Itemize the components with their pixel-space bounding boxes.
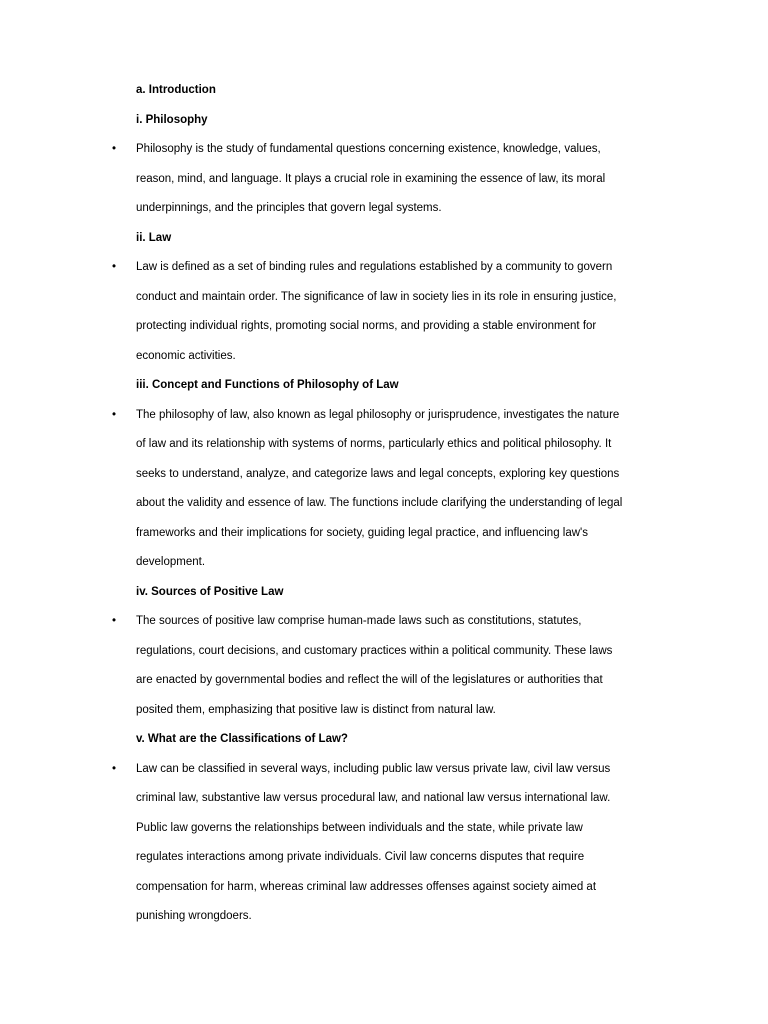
bullet-paragraph-positive-law [112,607,684,725]
text-line: protecting individual rights, promoting social norms, and providing a stable environment for [136,320,597,332]
section-heading-philosophy: i. Philosophy [136,113,208,126]
document-body [112,76,684,932]
bullet-paragraph-philosophy-of-law [112,401,684,578]
paragraph-philosophy-of-law [136,401,684,578]
bullet-paragraph-classifications [112,755,684,932]
text-line: Philosophy is the study of fundamental questions concerning existence, knowledge, values, [136,143,601,155]
text-line: seeks to understand, analyze, and categorize laws and legal concepts, exploring key questions [136,467,620,480]
text-line: are enacted by governmental bodies and reflect the will of the legislatures or authorities that [136,674,603,686]
bullet-paragraph-philosophy [112,135,684,224]
bullet-icon: • [112,762,117,775]
text-line: economic activities. [136,349,236,362]
paragraph-law [136,253,684,371]
text-line: conduct and maintain order. The significance of law in society lies in its role in ensuring justice, [136,290,617,303]
text-line: posited them, emphasizing that positive law is distinct from natural law. [136,703,496,716]
section-heading-classifications: v. What are the Classifications of Law? [136,733,348,745]
text-line: development. [136,556,206,568]
text-line: The sources of positive law comprise human-made laws such as constitutions, statutes, [136,615,582,627]
bullet-icon: • [112,261,117,273]
text-line: compensation for harm, whereas criminal law addresses offenses against society aimed at [136,880,597,893]
text-line: Public law governs the relationships between individuals and the state, while private law [136,821,583,834]
paragraph-positive-law [136,607,684,725]
paragraph-classifications [136,755,684,932]
section-heading-positive-law: iv. Sources of Positive Law [136,585,284,598]
text-line: reason, mind, and language. It plays a crucial role in examining the essence of law, its moral [136,172,606,185]
text-line: punishing wrongdoers. [136,910,252,922]
bullet-icon: • [112,408,117,421]
text-line: underpinnings, and the principles that govern legal systems. [136,202,442,214]
section-heading-philosophy-of-law: iii. Concept and Functions of Philosophy of Law [136,379,399,391]
text-line: regulations, court decisions, and customary practices within a political community. These laws [136,644,613,657]
bullet-icon: • [112,143,117,155]
section-heading-law: ii. Law [136,231,172,244]
text-line: frameworks and their implications for society, guiding legal practice, and influencing law's [136,526,588,539]
bullet-paragraph-law [112,253,684,371]
text-line: The philosophy of law, also known as legal philosophy or jurisprudence, investigates the nature [136,408,620,421]
text-line: regulates interactions among private individuals. Civil law concerns disputes that require [136,851,585,863]
section-heading-introduction: a. Introduction [136,84,216,96]
text-line: criminal law, substantive law versus procedural law, and national law versus international law. [136,792,611,804]
text-line: Law can be classified in several ways, including public law versus private law, civil law versus [136,762,611,775]
paragraph-philosophy [136,135,684,224]
text-line: Law is defined as a set of binding rules and regulations established by a community to govern [136,261,613,273]
bullet-icon: • [112,615,117,627]
text-line: of law and its relationship with systems of norms, particularly ethics and political philosophy. It [136,438,612,450]
text-line: about the validity and essence of law. The functions include clarifying the understanding of legal [136,497,623,509]
